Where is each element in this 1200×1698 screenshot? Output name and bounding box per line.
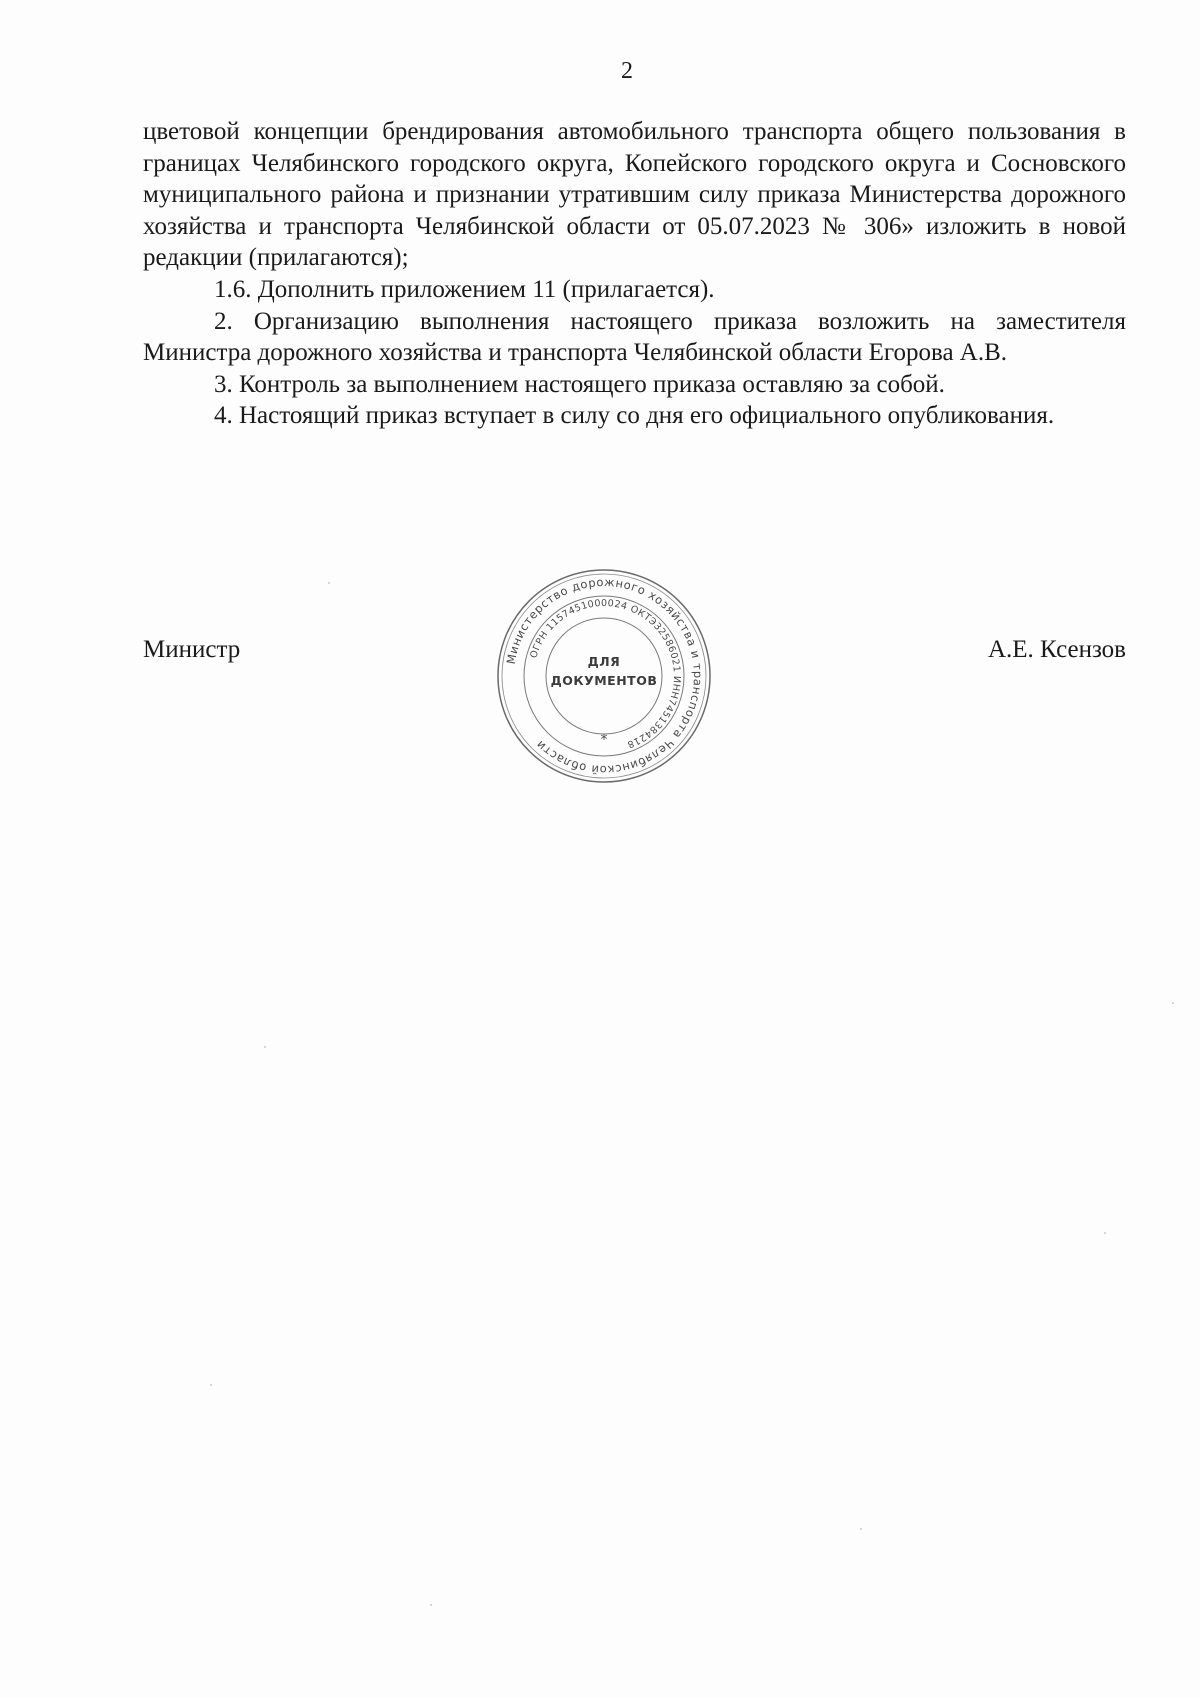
scan-speck [264,1046,266,1048]
page-number: 2 [621,58,633,84]
scan-speck [1104,1232,1106,1234]
scan-speck [430,1604,432,1606]
document-body [143,116,1126,432]
paragraph-item-4: 4. Настоящий приказ вступает в силу со дня его официального опубликования. [214,402,1055,430]
signatory-name: А.Е. Ксензов [987,636,1126,663]
stamp-star: * [600,732,608,748]
stamp-inner-text: ОГРН 1157451000024 ОКТЭ32586021 ИНН7451384218 [528,597,683,750]
scan-speck [210,1384,212,1386]
scan-speck [860,1528,862,1530]
stamp-center-line2: ДОКУМЕНТОВ [550,673,658,688]
stamp-outer-text: Министерство дорожного хозяйства и транспорта Челябинской области [503,574,706,778]
signatory-position: Министр [143,636,241,663]
stamp-center-line1: ДЛЯ [587,654,621,669]
scan-speck [328,582,330,584]
scan-speck [1172,1002,1174,1004]
paragraph-continuation: цветовой концепции брендирования автомобильного транспорта общего пользования в границах Челябинского городского округа, Копейского городского округа и Сосновского муниципального района и признании утратившим силу приказа Министерства дорожного хозяйства и транспорта Челябинской области от 05.07.2023 № 306» изложить в новой редакции (прилагаются); [143,118,1126,272]
official-stamp [494,566,714,786]
paragraph-item-1-6: 1.6. Дополнить приложением 11 (прилагается). [214,275,715,303]
paragraph-item-2: 2. Организацию выполнения настоящего приказа возложить на заместителя Министра дорожного хозяйства и транспорта Челябинской области Егорова А.В. [143,307,1126,367]
paragraph-item-3: 3. Контроль за выполнением настоящего приказа оставляю за собой. [214,370,945,398]
stamp-center-label [544,652,664,690]
